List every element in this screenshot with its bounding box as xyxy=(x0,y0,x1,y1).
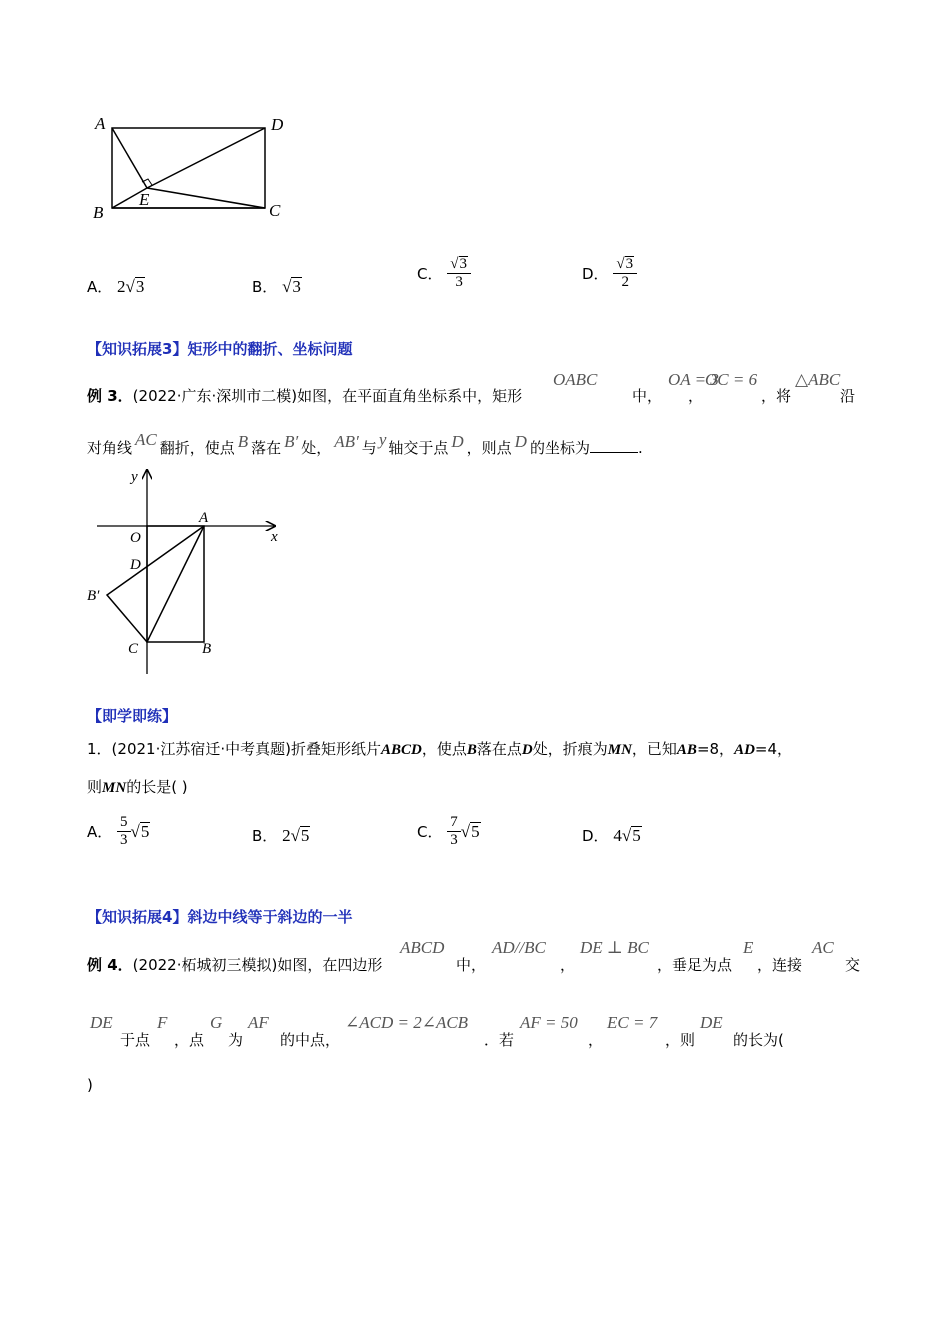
label-B: B xyxy=(93,203,104,222)
example3-line1: 例 3．(2022·广东·深圳市二模)如图，在平面直角坐标系中，矩形 xyxy=(87,387,523,405)
axis-label-x: x xyxy=(271,529,278,545)
text-lianjie: ，连接 xyxy=(757,956,803,974)
text-wei: 为 xyxy=(228,1031,244,1049)
text-zhong-4: 中， xyxy=(456,956,487,974)
coordinate-figure xyxy=(85,462,295,677)
math-OC: OC = 6 xyxy=(705,370,758,389)
rectangle-figure-1 xyxy=(85,110,315,230)
point-C: C xyxy=(128,641,139,657)
text-dian: ，点 xyxy=(174,1031,205,1049)
text-zhong: 中， xyxy=(632,387,663,405)
math-DE-2: DE xyxy=(700,1013,723,1032)
math-AF-value: AF = 50 xyxy=(520,1013,578,1032)
math-EC-value: EC = 7 xyxy=(607,1013,658,1032)
text-yan: 沿 xyxy=(840,387,856,405)
q1-option-a: A． $\frac{5}{3}$ √5 xyxy=(87,814,150,848)
math-E: E xyxy=(743,938,754,957)
prev-option-d: D． $\frac{√3}{2}$ xyxy=(582,256,637,291)
question1-line2: 则MN的长是( ) xyxy=(87,778,188,796)
point-B-prime: B′ xyxy=(87,588,100,604)
question1-line1: 1．(2021·江苏宿迁·中考真题)折叠矩形纸片ABCD，使点B落在点D处，折痕为MN，已知AB=8，AD=4， xyxy=(87,740,793,758)
text-ruo: ．若 xyxy=(484,1031,515,1049)
math-OA: OA = 3 xyxy=(668,370,719,389)
math-AF: AF xyxy=(248,1013,269,1032)
q1-option-d: D． 4√5 xyxy=(582,826,641,845)
text-comma-4: ， xyxy=(560,956,576,974)
ext3-heading: 【知识拓展3】矩形中的翻折、坐标问题 xyxy=(87,340,353,358)
label-A: A xyxy=(95,114,106,133)
answer-blank xyxy=(590,438,638,453)
example4-line1-start: 例 4．(2022·柘城初三模拟)如图，在四边形 xyxy=(87,956,383,974)
example4-line3: ) xyxy=(87,1076,93,1094)
label-D: D xyxy=(271,115,284,134)
label-C: C xyxy=(269,201,281,220)
example3-line2: 对角线 AC 翻折，使点 B 落在 B′ 处， AB′ 与 y 轴交于点 D ，则点 D 的坐标为 . xyxy=(87,430,643,457)
math-AD-parallel-BC: AD//BC xyxy=(492,938,546,957)
math-DE: DE xyxy=(90,1013,113,1032)
text-chuizu: ，垂足为点 xyxy=(657,956,733,974)
ext4-heading: 【知识拓展4】斜边中线等于斜边的一半 xyxy=(87,908,353,926)
axis-label-y: y xyxy=(131,469,138,485)
prev-option-a: A． 2√3 xyxy=(87,277,145,296)
math-G: G xyxy=(210,1013,223,1032)
text-comma-5: ， xyxy=(588,1031,604,1049)
point-B: B xyxy=(202,641,212,657)
q1-option-b: B． 2√5 xyxy=(252,826,310,845)
prev-option-c: C． $\frac{√3}{3}$ xyxy=(417,256,471,291)
text-ze: ，则 xyxy=(665,1031,696,1049)
point-A: A xyxy=(199,510,209,526)
math-OABC: OABC xyxy=(553,370,598,389)
math-ABCD: ABCD xyxy=(400,938,445,957)
q1-option-c: C． $\frac{7}{3}$ √5 xyxy=(417,814,480,848)
text-jiao: 交 xyxy=(845,956,861,974)
text-comma: ， xyxy=(688,387,704,405)
text-yudian: 于点 xyxy=(120,1031,151,1049)
math-AC: AC xyxy=(812,938,834,957)
math-triangle-ABC: △ABC xyxy=(795,370,841,389)
text-dechangwei: 的长为( xyxy=(733,1031,784,1049)
prev-option-b: B． √3 xyxy=(252,277,301,296)
practice-heading: 【即学即练】 xyxy=(87,707,178,725)
point-D: D xyxy=(130,557,141,573)
label-E: E xyxy=(139,190,150,209)
text-zhongdian: 的中点， xyxy=(280,1031,341,1049)
math-DE-perp-BC: DE ⊥ BC xyxy=(580,938,649,957)
text-jiang: ，将 xyxy=(761,387,792,405)
math-F: F xyxy=(157,1013,168,1032)
point-O: O xyxy=(130,530,141,546)
math-angle-relation: ∠ACD = 2∠ACB xyxy=(345,1013,469,1032)
